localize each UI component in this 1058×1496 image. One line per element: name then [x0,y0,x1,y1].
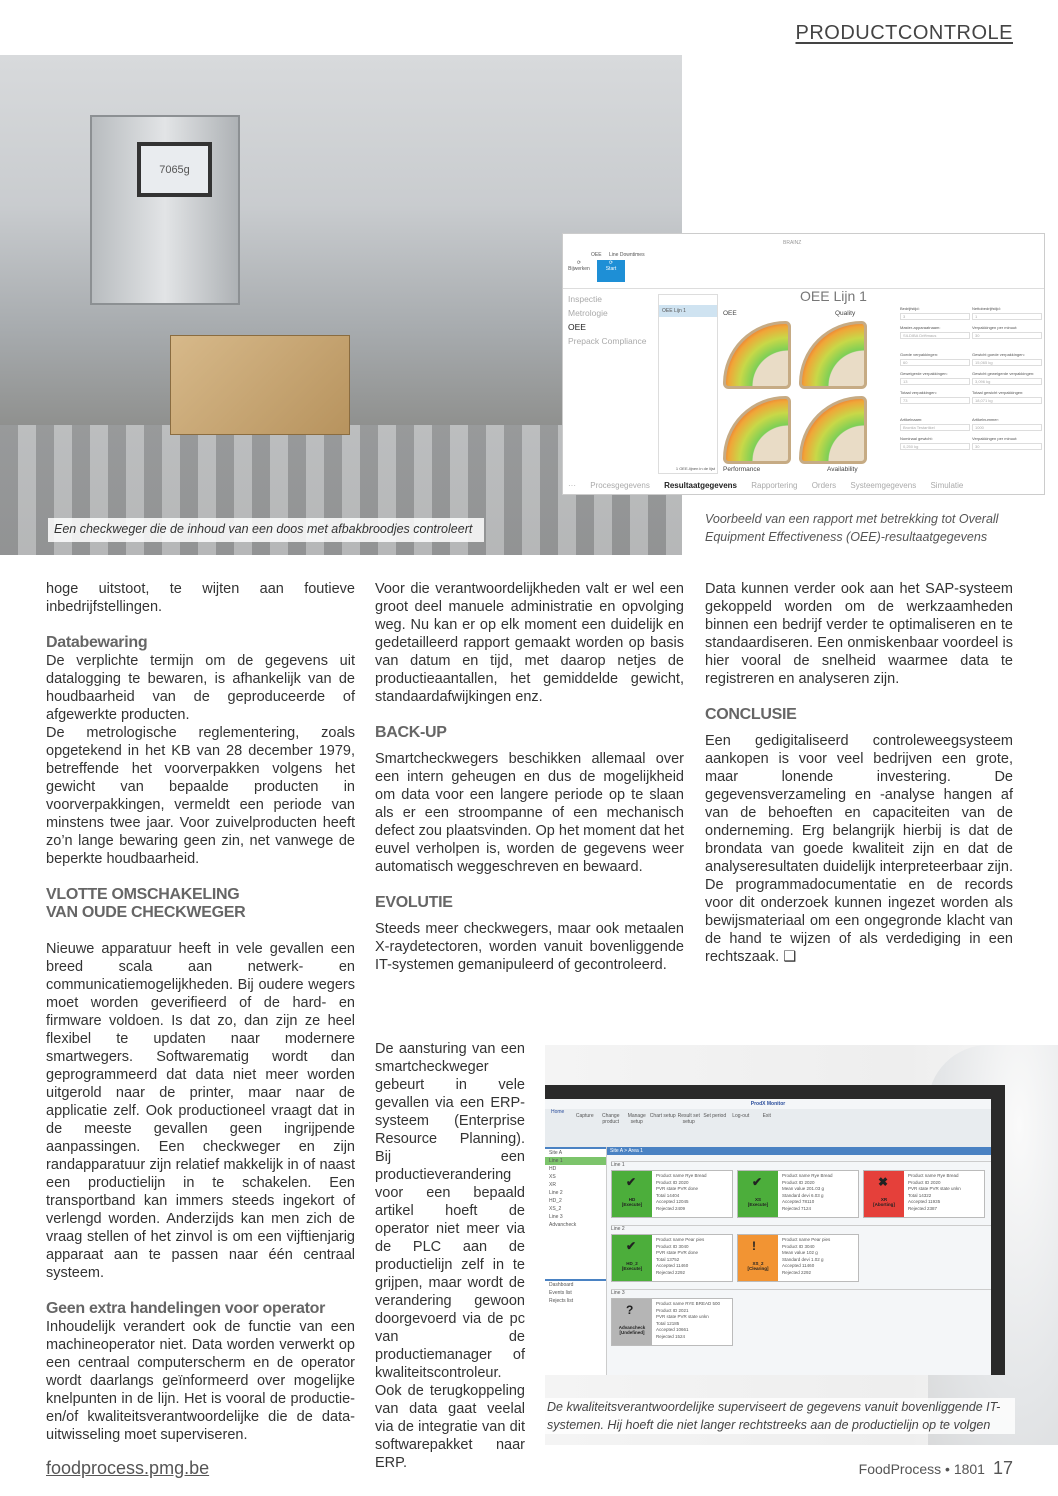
field-label: Artikelnummer: [972,417,999,422]
info-row: Product ID 3040 [656,1243,689,1249]
device-card[interactable] [863,1170,985,1218]
field-value: 60 [900,359,970,366]
tree-item[interactable]: Site A [549,1150,563,1156]
device-info [782,1237,830,1276]
line-label: Line 1 [611,1162,625,1168]
paragraph: De metrologische reglementering, zoals opgetekend in het KB van 28 december 1979, betreffende het voorverpakken volgens het gewicht van bepaalde producten in voorverpakkingen, vermeldt een periode van minstens twee jaar. Voor zuivelproducten heeft zo’n lange bewaring geen zin, net vanwege de beperkte houdbaarheid. [46,725,355,867]
device-info [656,1173,707,1212]
page-number: 17 [992,1458,1013,1478]
info-row: Product ID 3040 [782,1243,815,1249]
device-info [656,1237,704,1276]
info-row: Rejected 7124 [782,1205,812,1211]
start-button[interactable]: ⟳ Start [597,260,625,282]
oee-field [900,436,970,450]
field-label: Geweigerde verpakkingen: [900,371,948,376]
info-row: Product name Rye Bread [908,1173,959,1178]
field-value: 15,065 kg [972,359,1042,366]
tab-line-downtimes[interactable]: Line Downtimes [609,252,645,258]
info-row: Accepted 12045 [656,1199,689,1204]
device-state: [Clearing] [747,1266,769,1271]
issue-label: FoodProcess • 1801 [858,1461,985,1477]
device-state: [Aborting] [873,1202,895,1207]
subheading-databewaring: Databewaring [46,634,148,651]
tree-item[interactable]: Line 1 [545,1157,606,1165]
info-row: Standard devi 6.03 g [782,1192,824,1198]
field-label: Verpakkingen per minuut: [972,436,1018,441]
monitor-caption: De kwaliteitsverantwoordelijke superviseert de gegevens vanuit bovenliggende IT-systemen. Hij hoeft die niet langer rechtstreeks aan de productielijn op te volgen [545,1398,1015,1434]
device-state: [Execute] [747,1202,769,1207]
info-row: Product ID 2021 [656,1307,689,1313]
field-value: 0,250 kg [900,443,970,450]
ribbon-button[interactable]: Chart setup [649,1113,676,1119]
status-icon: ✔ [752,1175,763,1189]
status-icon: ✔ [626,1239,637,1253]
field-label: Artikelnaam: [900,417,923,422]
field-value: 1 [972,313,1042,320]
ribbon-button[interactable]: Log-out [732,1113,750,1119]
oee-field [900,371,970,385]
info-row: Mean value 201.03 g [782,1186,825,1191]
field-label: Nominaal gewicht: [900,436,933,441]
oee-screenshot [562,233,1045,495]
tab-simulatie[interactable]: Simulatie [930,481,964,490]
info-row: Rejected 1524 [656,1333,686,1339]
device-status [612,1299,652,1345]
field-value: SILDIBA Driftmaus [900,332,970,339]
field-value: 3,096 kg [972,378,1042,385]
photo-caption: Een checkweger die de inhoud van een doos met afbakbroodjes controleert [48,518,484,542]
field-label: Master-apparaatnaam: [900,325,941,330]
field-value: 3 [900,313,970,320]
field-label: Gewicht goede verpakkingen: [972,352,1025,357]
oee-toolbar [563,234,1044,289]
paragraph: Voor die verantwoordelijkheden valt er wel een groot deel manuele administratie en opvolging weg. Nu kan er op elk moment een duidelijk en gedetailleerd rapport gemaakt worden op basis van datum en tijd, met daarop netjes de productieaantallen, het gemiddelde gewicht, standaardafwijkingen enz. [375,581,684,705]
sidebar-item-metrologie[interactable]: Metrologie [568,308,608,318]
tree-item[interactable]: Advancheck [549,1222,577,1228]
oee-field [972,306,1042,320]
tree-item[interactable]: XS [549,1174,556,1180]
line-label: Line 2 [611,1226,625,1232]
info-row: Total 14322 [908,1192,932,1198]
performance-gauge [723,396,791,464]
paragraph: Smartcheckwegers beschikken allemaal over een intern geheugen en dus de mogelijkheid om data voor een langere periode op te slaan als er een stroompanne of een mechanisch defect zou plaatsvinden. Op het moment dat het euvel verholpen is, worden de gegevens weer automatisch weggeschreven en bewaard. [375,751,684,875]
oee-field [900,306,970,320]
details-link[interactable]: Events list [549,1290,572,1296]
breadcrumb: Site A > Area 1 [607,1147,991,1155]
device-status [612,1171,652,1217]
sidebar-item-inspectie[interactable]: Inspectie [568,294,603,304]
oee-sidebar [568,294,654,350]
info-row: Accepted 78110 [782,1199,815,1204]
info-row: Product name Rye Bread [656,1173,707,1178]
info-row: Product name Rye Bread [782,1173,833,1178]
info-row: Accepted 11460 [656,1263,689,1268]
device-info [656,1301,720,1340]
tree-item[interactable]: Line 3 [549,1214,563,1220]
field-value: 18,071 kg [972,397,1042,404]
tab-rapportering[interactable]: Rapportering [751,481,798,490]
info-row: Accepted 11935 [908,1199,941,1204]
scale-display: 7065g [137,142,212,197]
monitor-title: ProdX Monitor [750,1101,786,1107]
list-item[interactable]: OEE Lijn 1 [659,305,717,317]
info-row: PVR state PVR state unkn [656,1314,709,1319]
device-name: Advancheck [618,1325,646,1330]
gauge-label-availability: Availability [827,466,858,473]
ribbon-button[interactable]: Set period [703,1113,727,1119]
oee-title: OEE Lijn 1 [800,288,867,304]
oee-field [972,436,1042,450]
field-value: 1000 [972,424,1042,431]
device-state: [Execute] [621,1266,643,1271]
monitor-photo [545,1045,1058,1445]
info-row: Rejected 2292 [656,1269,686,1275]
line-section [611,1161,991,1221]
heading-oude-checkweger: VAN OUDE CHECKWEGER [46,904,246,921]
field-value: Brontia Testartikel [900,424,970,431]
field-label: Nettobedrijfstijd: [972,306,1001,311]
paragraph: De verplichte termijn om de gegevens uit datalogging te bewaren, is afhankelijk van de houdbaarheid van de geproduceerde of afgewerkte producten. [46,653,355,723]
field-label: Gewicht geweigerde verpakkingen: [972,371,1035,376]
tree-item[interactable]: HD_2 [549,1198,562,1204]
info-row: Product name Pear pies [656,1237,705,1242]
oee-field [972,390,1042,404]
ribbon-button[interactable]: Result set setup [677,1113,700,1125]
tree-item[interactable]: XR [549,1182,556,1188]
heading-back-up: BACK-UP [375,724,447,741]
oee-list [658,294,718,474]
footer-url[interactable]: foodprocess.pmg.be [46,1458,210,1478]
oee-field [972,371,1042,385]
tree-item[interactable]: HD [549,1166,557,1172]
subheading-operator: Geen extra handelingen voor operator [46,1300,326,1317]
status-icon: ? [626,1303,634,1317]
field-label: Totaal verpakkingen: [900,390,937,395]
status-icon: ✔ [626,1175,637,1189]
window-title: BRAINZ [783,240,802,246]
bottom-tabs: ··· Procesgegevens Resultaatgegevens Rapportering Orders Systeemgegevens Simulatie [568,481,964,490]
column-1 [46,580,355,1444]
info-row: Rejected 2387 [908,1205,938,1211]
paragraph: De aansturing van een smartcheckweger gebeurt in vele gevallen via een ERP-systeem (Enterprise Resource Planning). Bij een productieverandering voor een bepaald artikel hoeft de operator niet meer via de PLC aan de productielijn zelf in te grijpen, maar wordt de verandering gewoon doorgevoerd via de pc van de productiemanager of kwaliteitscontroleur. [375,1041,525,1381]
ribbon [545,1109,991,1149]
device-name: HD_2 [626,1261,638,1266]
oee-field [972,325,1042,339]
checkweigher-machine [90,115,240,305]
field-value: 30 [972,332,1042,339]
tree-nav [545,1147,607,1375]
device-name: XS_2 [752,1261,764,1266]
field-value: 73 [900,397,970,404]
info-row: Total 12185 [656,1320,680,1326]
paragraph: Steeds meer checkwegers, maar ook metaalen X-raydetectoren, worden vanuit bovenliggende IT-systemen gemanipuleerd of gecontroleerd. [375,921,684,973]
device-state: [Undefined] [619,1330,645,1335]
info-row: PVR state PVR done [656,1250,699,1255]
field-label: Verpakkingen per minuut: [972,325,1018,330]
ribbon-button[interactable]: Change product [601,1113,620,1125]
column-3 [705,580,1013,966]
ribbon-button[interactable]: Capture [575,1113,594,1119]
field-label: Totaal gewicht verpakkingen: [972,390,1024,395]
info-row: Product ID 2020 [782,1179,815,1185]
info-row: Standard devi 1.02 g [782,1256,824,1262]
tab-oee[interactable]: OEE [591,252,602,258]
oee-caption: Voorbeeld van een rapport met betrekking tot Overall Equipment Effectiveness (OEE)-resultaatgegevens [705,512,999,544]
device-card[interactable] [611,1298,733,1346]
gauge-label-oee: OEE [723,310,737,317]
device-info [908,1173,961,1212]
sidebar-item-prepack[interactable]: Prepack Compliance [568,336,647,346]
info-row: Product name Pear pies [782,1237,831,1242]
cardboard-box [170,335,350,435]
tab-home[interactable]: Home [551,1109,565,1115]
tab-resultaatgegevens[interactable]: Resultaatgegevens [664,481,737,490]
info-row: PVR state PVR done [656,1186,699,1191]
device-status [738,1235,778,1281]
device-card[interactable] [737,1170,859,1218]
device-card[interactable] [611,1170,733,1218]
section-header: PRODUCTCONTROLE [795,22,1013,44]
status-icon: ! [752,1239,756,1253]
info-row: Rejected 2409 [656,1205,686,1211]
field-label: Bedrijfstijd: [900,306,920,311]
sidebar-item-oee[interactable]: OEE [568,322,586,332]
info-row: Total 13752 [656,1256,680,1262]
gauge-label-performance: Performance [723,466,761,473]
info-row: Accepted 11460 [782,1263,815,1268]
tab-orders[interactable]: Orders [811,481,837,490]
ribbon-button[interactable]: Manage setup [627,1113,646,1125]
column-2 [375,580,684,974]
quality-gauge [799,321,867,389]
oee-field [972,417,1042,431]
info-row: Mean value 102 g [782,1250,818,1255]
line-section [611,1289,991,1349]
tab-systeemgegevens[interactable]: Systeemgegevens [850,481,917,490]
info-row: Total 14404 [656,1192,680,1198]
field-value: 13 [900,378,970,385]
refresh-button[interactable]: ⟳ Bijwerken [568,260,590,272]
paragraph: Data kunnen verder ook aan het SAP-systeem gekoppeld worden om de werkzaamheden binnen een bedrijf verder te optimaliseren en te standaardiseren. Een onmiskenbaar voordeel is hier vooral de snelheid waarmee data te registreren en analyseren zijn. [705,581,1013,687]
field-value: 30 [972,443,1042,450]
oee-field [900,390,970,404]
oee-field [900,417,970,431]
device-name: HD [628,1197,636,1202]
list-footer: 1 OEE-lijnen in de lijst [675,466,715,471]
oee-field [900,325,970,339]
footer-issue [859,1458,1013,1479]
device-status [738,1171,778,1217]
device-card[interactable] [611,1234,733,1282]
device-state: [Execute] [621,1202,643,1207]
line-section [611,1225,991,1285]
info-row: Product ID 2020 [656,1179,689,1185]
site-area [607,1147,991,1375]
info-row: Product name RYE BREAD 500 [656,1301,720,1306]
oee-fields [900,306,1044,455]
paragraph: hoge uitstoot, te wijten aan foutieve inbedrijfstellingen. [46,581,355,615]
device-name: XR [880,1197,888,1202]
paragraph: Een gedigitaliseerd controleweegsysteem aankopen is voor veel bedrijven een grote, maar lonende investering. De gegevensverzameling en -analyse hangen af van de behoeften en capaciteiten van de onderneming. Erg belangrijk hierbij is dat de brondata van goede kwaliteit zijn en dat de analyseresultaten duidelijk interpreteerbaar zijn. De programmadocumentatie en de records voor dit onderzoek kunnen ingezet worden als bewijsmateriaal om een ongegronde klacht van de hand te wijzen of als verdediging in een rechtszaak. [705,733,1013,965]
column-2-narrow [375,1040,525,1472]
info-row: Accepted 10661 [656,1327,689,1332]
heading-conclusie: CONCLUSIE [705,706,797,723]
heading-vlotte-omschakeling: VLOTTE OMSCHAKELING [46,886,240,903]
device-info [782,1173,833,1212]
details-link[interactable]: Rejects list [549,1298,574,1304]
device-status [864,1171,904,1217]
oee-field [900,352,970,366]
status-icon: ✖ [878,1175,889,1189]
device-status [612,1235,652,1281]
field-label: Goede verpakkingen: [900,352,939,357]
info-row: Rejected 2292 [782,1269,812,1275]
paragraph: Nieuwe apparatuur heeft in vele gevallen een breed scala aan netwerk- en communicatiemogelijkheden. Bij oudere wegers moet worden geverifieerd of de hard- en firmware voldoen. Is dat zo, dan zijn ze heel flexibel te updaten naar modernere smartwegers. Softwarematig wordt dan geprogrammeerd dat data niet meer worden uitgerold naar de printer, maar naar de applicatie zelf. Ook productioneel vraagt dat in de meeste gevallen geen ingrijpende aanpassingen. Een checkweger en zijn randapparatuur zijn relatief makkelijk in of naast een productielijn in te schakelen. Een transportband kan immers steeds ingekort of verlengd worden. Anderzijds kan men zich de vraag stellen of het zinvol is om een vijftienjarig apparaat aan te passen naar één centraal systeem. [46,941,355,1281]
device-name: XS [754,1197,761,1202]
line-label: Line 3 [611,1290,625,1296]
paragraph: Ook de terugkoppeling van data gaat veelal via de integratie van dit softwarepakket naar ERP. [375,1383,525,1471]
paragraph: Inhoudelijk verandert ook de functie van een machineoperator niet. Data worden verwerkt op een centraal computerscherm en de operator wordt daarlangs geïnformeerd over mogelijke knelpunten in de lijn. Het is vooral de productie- en/of kwaliteitsverantwoordelijke die de data-uitwisseling moet superviseren. [46,1319,355,1443]
tab-procesgegevens[interactable]: Procesgegevens [590,481,650,490]
tree-item[interactable]: Line 2 [549,1190,563,1196]
oee-gauge [723,321,791,389]
details-link[interactable]: Dashboard [549,1282,574,1288]
tree-item[interactable]: XS_2 [549,1206,562,1212]
heading-evolutie: EVOLUTIE [375,894,453,911]
ribbon-button[interactable]: Exit [762,1113,771,1119]
gauge-label-quality: Quality [835,310,856,317]
end-mark-icon: ❑ [783,949,797,965]
prodx-monitor-screenshot [545,1085,1005,1375]
info-row: Product ID 2020 [908,1179,941,1185]
availability-gauge [799,396,867,464]
oee-field [972,352,1042,366]
device-card[interactable] [737,1234,859,1282]
info-row: PVR state PVR state unkn [908,1186,961,1191]
